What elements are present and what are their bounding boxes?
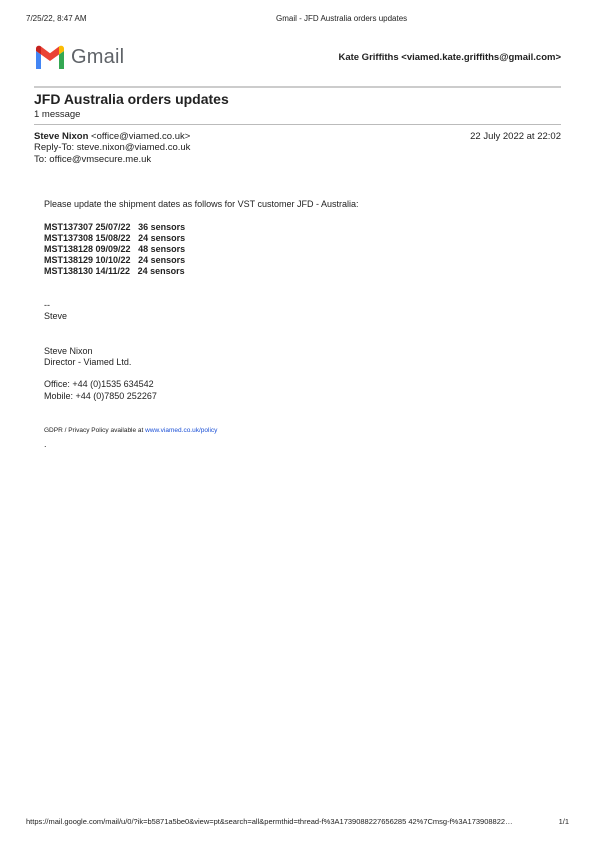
- gmail-logo: [34, 44, 130, 70]
- account-label: Kate Griffiths <viamed.kate.griffiths@gmail.com>: [338, 52, 561, 63]
- message-intro: Please update the shipment dates as follows for VST customer JFD - Australia:: [44, 199, 359, 209]
- thread-subject: JFD Australia orders updates: [34, 91, 229, 107]
- print-url: https://mail.google.com/mail/u/0/?ik=b5871a5be0&view=pt&search=all&permthid=thread-f%3A1739088227656285 42%7Cmsg-f%3A173908822…: [26, 817, 513, 826]
- signature-mobile-phone: Mobile: +44 (0)7850 252267: [44, 391, 157, 401]
- reply-to: Reply-To: steve.nixon@viamed.co.uk: [34, 142, 191, 153]
- gmail-m-icon: [34, 45, 66, 69]
- print-title: Gmail - JFD Australia orders updates: [276, 14, 408, 23]
- trailing-dot: .: [44, 439, 47, 449]
- signature-office-phone: Office: +44 (0)1535 634542: [44, 379, 154, 389]
- order-line: MST138128 09/09/22 48 sensors: [44, 244, 186, 254]
- gdpr-text: GDPR / Privacy Policy available at: [44, 427, 146, 434]
- order-line: MST138129 10/10/22 24 sensors: [44, 255, 186, 265]
- print-page-number: 1/1: [558, 817, 569, 826]
- policy-link[interactable]: www.viamed.co.uk/policy: [145, 427, 218, 434]
- message-date: 22 July 2022 at 22:02: [470, 131, 561, 142]
- signature-role: Director - Viamed Ltd.: [44, 357, 132, 367]
- sender-name: Steve Nixon: [34, 131, 89, 142]
- print-datetime: 7/25/22, 8:47 AM: [26, 14, 87, 23]
- order-line: MST137308 15/08/22 24 sensors: [44, 233, 186, 243]
- message-count: 1 message: [34, 109, 81, 120]
- gdpr-notice: [44, 427, 217, 434]
- header-divider: [34, 86, 561, 88]
- signature-name: Steve: [44, 311, 68, 321]
- gmail-wordmark: Gmail: [71, 46, 125, 68]
- sender-email: <office@viamed.co.uk>: [91, 131, 191, 142]
- order-line: MST138130 14/11/22 24 sensors: [44, 266, 185, 276]
- signature-dash: --: [44, 300, 50, 310]
- to-line: To: office@vmsecure.me.uk: [34, 154, 152, 165]
- subject-divider: [34, 124, 561, 125]
- signature-full-name: Steve Nixon: [44, 346, 93, 356]
- order-line: MST137307 25/07/22 36 sensors: [44, 222, 186, 232]
- sender-line: [34, 131, 190, 142]
